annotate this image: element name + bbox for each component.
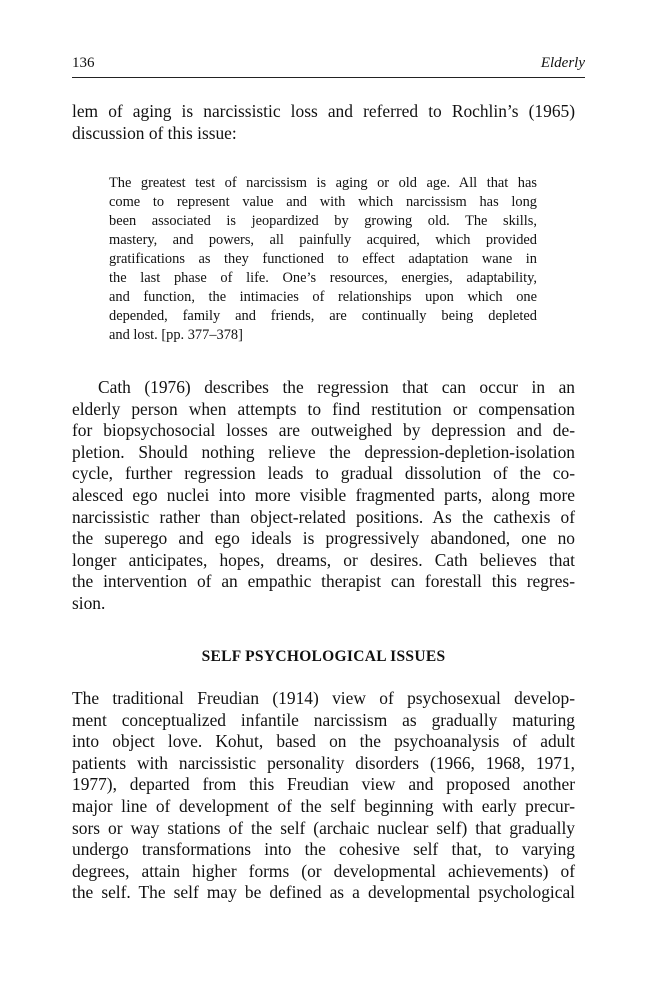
paragraph-line: pletion. Should nothing relieve the depression-depletion-isolation xyxy=(72,441,575,462)
quote-line: The greatest test of narcissism is aging or old age. All that has xyxy=(109,175,537,191)
quote-line: and lost. [pp. 377–378] xyxy=(109,327,243,343)
running-head: Elderly xyxy=(540,55,585,71)
paragraph-line: The traditional Freudian (1914) view of psychosexual develop- xyxy=(72,688,575,708)
paragraph-line: major line of development of the self beginning with early precur- xyxy=(72,795,575,816)
page-header xyxy=(72,55,585,77)
block-quote xyxy=(109,174,537,345)
paragraph-3 xyxy=(72,688,575,904)
paragraph-line: narcissistic rather than object-related positions. As the cathexis of xyxy=(72,506,575,527)
page-number: 136 xyxy=(72,55,95,71)
paragraph-line: undergo transformations into the cohesive self that, to varying xyxy=(72,839,575,860)
paragraph-line: discussion of this issue: xyxy=(72,122,237,143)
paragraph-line: sion. xyxy=(72,592,106,613)
paragraph-1 xyxy=(72,101,575,144)
paragraph-line: alesced ego nuclei into more visible fragmented parts, along more xyxy=(72,484,575,505)
paragraph-line: the self. The self may be defined as a developmental psychological xyxy=(72,882,575,903)
quote-line: come to represent value and with which narcissism has long xyxy=(109,194,537,210)
quote-line: and function, the intimacies of relationships upon which one xyxy=(109,289,537,305)
paragraph-line: Cath (1976) describes the regression that can occur in an xyxy=(98,377,575,397)
paragraph-2 xyxy=(72,377,575,615)
paragraph-line: for biopsychosocial losses are outweighed by depression and de- xyxy=(72,420,575,441)
paragraph-line: into object love. Kohut, based on the psychoanalysis of adult xyxy=(72,731,575,752)
quote-line: gratifications as they functioned to effect adaptation wane in xyxy=(109,251,537,267)
quote-line: depended, family and friends, are continually being depleted xyxy=(109,308,537,324)
quote-line: mastery, and powers, all painfully acquired, which provided xyxy=(109,232,537,248)
header-rule xyxy=(72,77,585,78)
paragraph-line: lem of aging is narcissistic loss and referred to Rochlin’s (1965) xyxy=(72,101,575,121)
quote-line: been associated is jeopardized by growing old. The skills, xyxy=(109,213,537,229)
section-heading: SELF PSYCHOLOGICAL ISSUES xyxy=(201,648,446,665)
paragraph-line: longer anticipates, hopes, dreams, or desires. Cath believes that xyxy=(72,549,575,570)
paragraph-line: patients with narcissistic personality disorders (1966, 1968, 1971, xyxy=(72,752,575,773)
paragraph-line: cycle, further regression leads to gradual dissolution of the co- xyxy=(72,463,575,484)
paragraph-line: ment conceptualized infantile narcissism as gradually maturing xyxy=(72,709,575,730)
paragraph-line: the superego and ego ideals is progressively abandoned, one no xyxy=(72,528,575,549)
paragraph-line: 1977), departed from this Freudian view and proposed another xyxy=(72,774,575,795)
paragraph-line: degrees, attain higher forms (or developmental achievements) of xyxy=(72,860,575,881)
quote-line: the last phase of life. One’s resources, energies, adaptability, xyxy=(109,270,537,286)
paragraph-line: sors or way stations of the self (archaic nuclear self) that gradually xyxy=(72,817,575,838)
paragraph-line: elderly person when attempts to find restitution or compensation xyxy=(72,398,575,419)
paragraph-line: the intervention of an empathic therapist can forestall this regres- xyxy=(72,571,575,592)
